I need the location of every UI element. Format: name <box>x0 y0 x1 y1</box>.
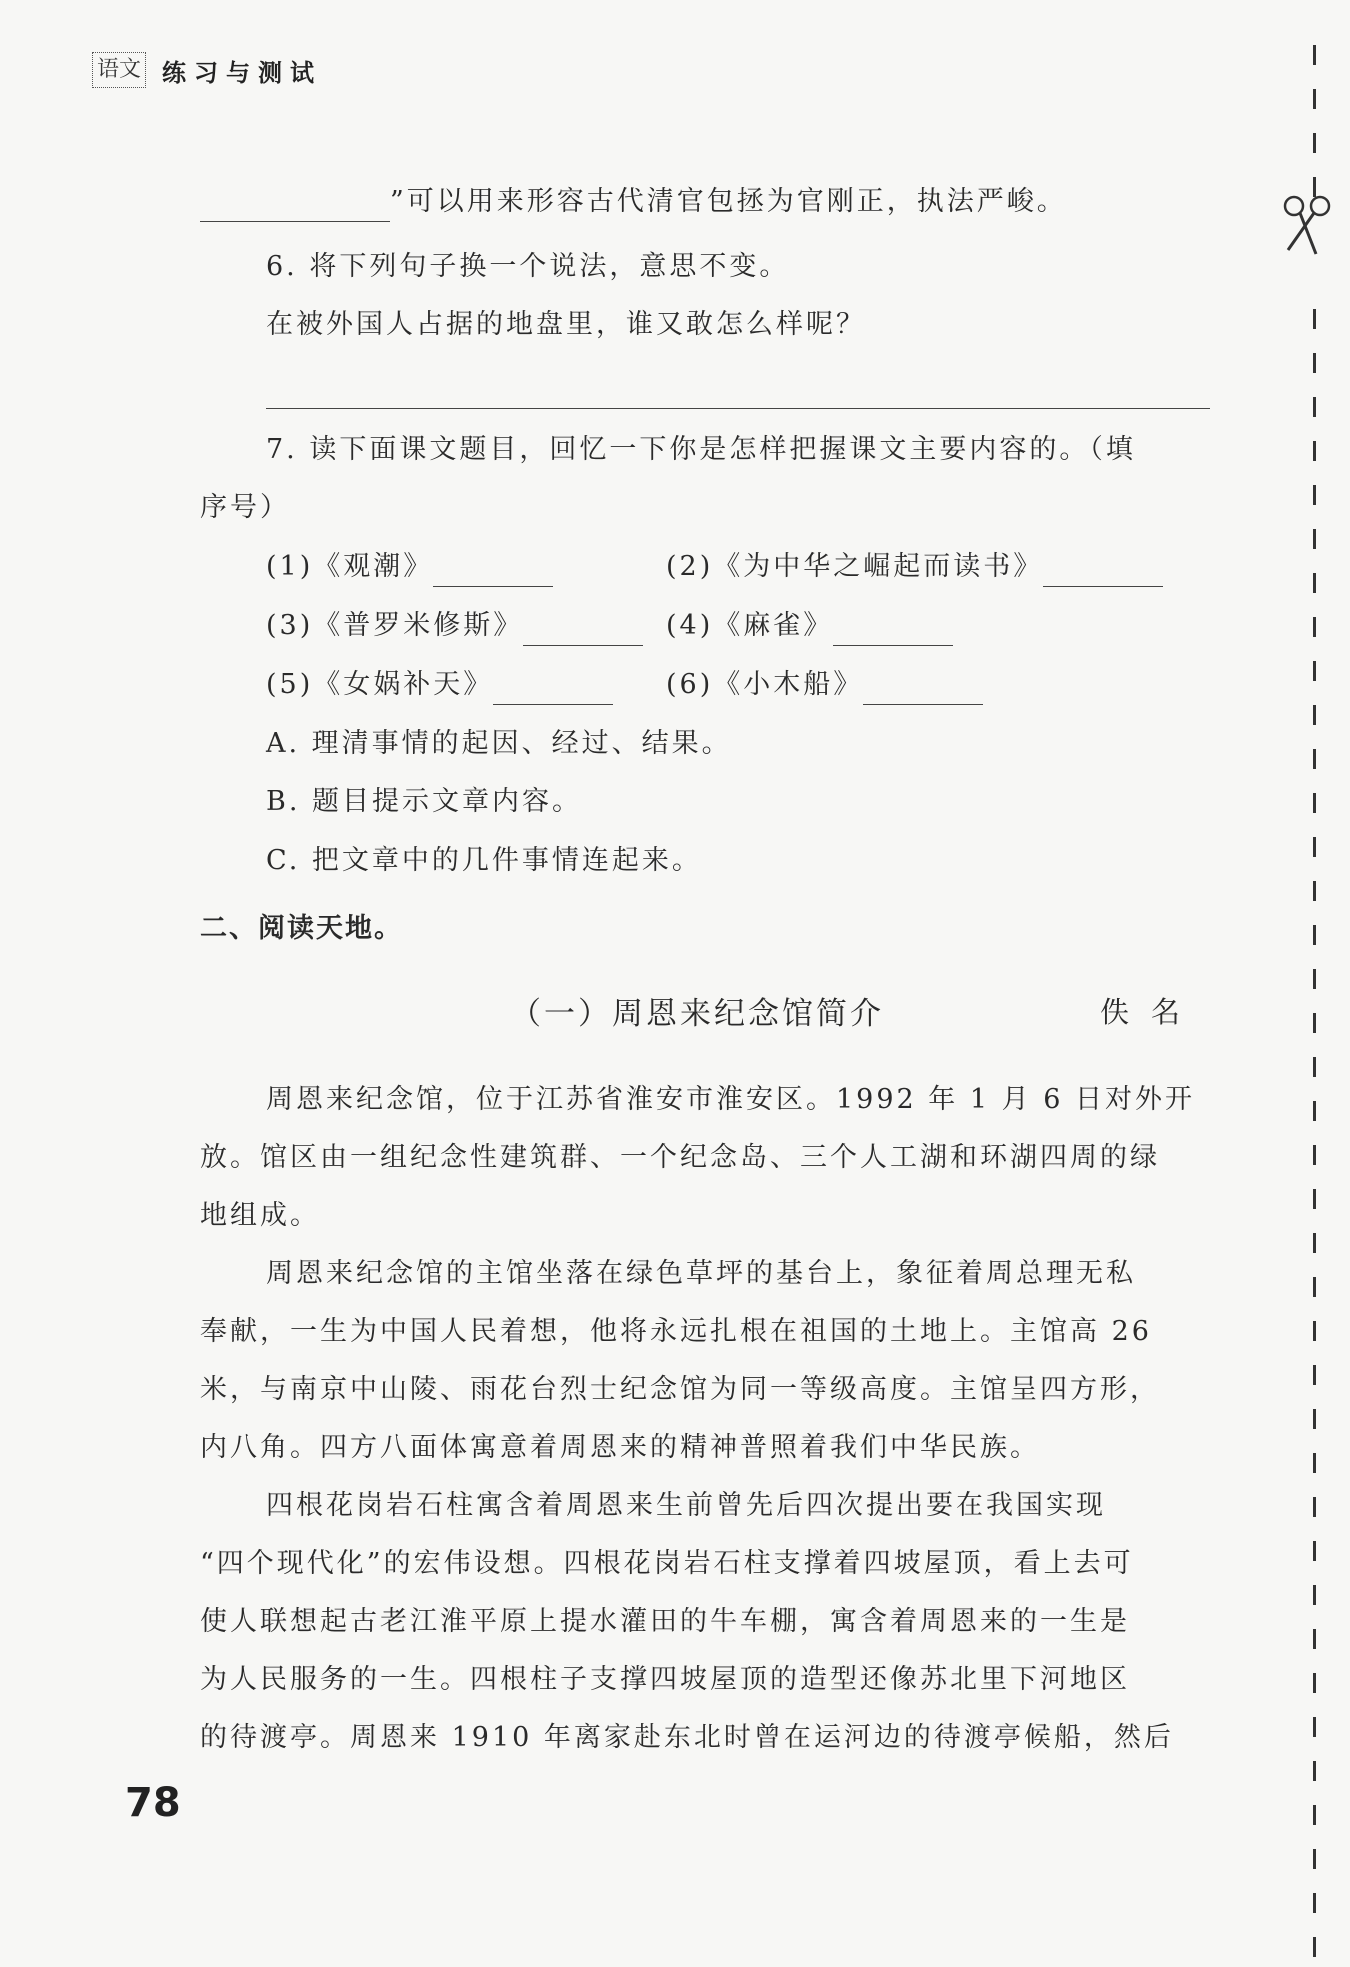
cut-line-dash <box>1313 573 1316 593</box>
passage-line: 奉献，一生为中国人民着想，他将永远扎根在祖国的土地上。主馆高 26 <box>200 1316 1152 1347</box>
cut-line-dash <box>1313 1453 1316 1473</box>
cut-line-dash <box>1313 749 1316 769</box>
scissors-icon <box>1282 192 1332 262</box>
cut-line-dash <box>1313 1805 1316 1825</box>
q6-answer-line[interactable] <box>266 408 1210 409</box>
cut-line-dash <box>1313 1057 1316 1077</box>
passage-line: 内八角。四方八面体寓意着周恩来的精神普照着我们中华民族。 <box>200 1432 1040 1463</box>
cut-line-dash <box>1313 177 1316 197</box>
cut-line-dash <box>1313 1321 1316 1341</box>
page-number: 78 <box>125 1780 181 1826</box>
cut-line-dash <box>1313 441 1316 461</box>
cut-line-dash <box>1313 1673 1316 1693</box>
cut-line-dash <box>1313 925 1316 945</box>
answer-blank[interactable] <box>493 670 613 705</box>
cut-line-dash <box>1313 1585 1316 1605</box>
cut-line-dash <box>1313 1013 1316 1033</box>
cut-line-dash <box>1313 1541 1316 1561</box>
cut-line-dash <box>1313 617 1316 637</box>
cut-line-dash <box>1313 1717 1316 1737</box>
cut-line-dash <box>1313 969 1316 989</box>
q7-option-c: C. 把文章中的几件事情连起来。 <box>266 845 702 876</box>
cut-line-dash <box>1313 1365 1316 1385</box>
cut-line-dash <box>1313 1893 1316 1913</box>
q7-item: (2)《为中华之崛起而读书》 <box>666 547 1163 587</box>
cut-line-dash <box>1313 1277 1316 1297</box>
cut-line-dash <box>1313 1145 1316 1165</box>
cut-line-dash <box>1313 1233 1316 1253</box>
cut-line-dash <box>1313 1629 1316 1649</box>
cut-line-dash <box>1313 89 1316 109</box>
cut-line-dash <box>1313 793 1316 813</box>
q7-item: (6)《小木船》 <box>666 665 983 705</box>
q6-sentence: 在被外国人占据的地盘里，谁又敢怎么样呢？ <box>266 309 866 340</box>
q7-item: (3)《普罗米修斯》 <box>266 606 643 646</box>
passage-line: 的待渡亭。周恩来 1910 年离家赴东北时曾在运河边的待渡亭候船，然后 <box>200 1722 1174 1753</box>
answer-blank[interactable] <box>1043 552 1163 587</box>
cut-line-dash <box>1313 1189 1316 1209</box>
cut-line-dash <box>1313 881 1316 901</box>
cut-line-dash <box>1313 1409 1316 1429</box>
passage-line: 为人民服务的一生。四根柱子支撑四坡屋顶的造型还像苏北里下河地区 <box>200 1664 1130 1695</box>
answer-blank[interactable] <box>833 611 953 646</box>
cut-line-dash <box>1313 1849 1316 1869</box>
passage-line: 地组成。 <box>200 1200 320 1231</box>
q7-item: (1)《观潮》 <box>266 547 553 587</box>
page-header <box>92 50 322 90</box>
cut-line-dash <box>1313 397 1316 417</box>
cut-line-dash <box>1313 353 1316 373</box>
cut-line-dash <box>1313 485 1316 505</box>
answer-blank[interactable] <box>433 552 553 587</box>
q6-prompt: 6. 将下列句子换一个说法，意思不变。 <box>266 251 790 282</box>
q7-option-a: A. 理清事情的起因、经过、结果。 <box>266 728 732 759</box>
cut-line-dash <box>1313 1497 1316 1517</box>
cut-line-dash <box>1313 661 1316 681</box>
q7-option-b: B. 题目提示文章内容。 <box>266 786 583 817</box>
q7-prompt-line1: 7. 读下面课文题目，回忆一下你是怎样把握课文主要内容的。（填 <box>266 434 1136 465</box>
passage-line: 米，与南京中山陵、雨花台烈士纪念馆为同一等级高度。主馆呈四方形， <box>200 1374 1160 1405</box>
passage-line: 使人联想起古老江淮平原上提水灌田的牛车棚，寓含着周恩来的一生是 <box>200 1606 1130 1637</box>
cut-line-dash <box>1313 1937 1316 1957</box>
q7-item: (5)《女娲补天》 <box>266 665 613 705</box>
cut-line-dash <box>1313 45 1316 65</box>
cut-line-dash <box>1313 1761 1316 1781</box>
answer-blank[interactable] <box>200 187 390 222</box>
passage-author: 佚名 <box>1100 995 1203 1029</box>
cut-line-dash <box>1313 529 1316 549</box>
cut-line-dash <box>1313 705 1316 725</box>
answer-blank[interactable] <box>863 670 983 705</box>
q5-text: ”可以用来形容古代清官包拯为官刚正，执法严峻。 <box>390 186 1067 217</box>
passage-line: 放。馆区由一组纪念性建筑群、一个纪念岛、三个人工湖和环湖四周的绿 <box>200 1142 1160 1173</box>
section-heading: 二、阅读天地。 <box>200 913 403 944</box>
passage-title: （一）周恩来纪念馆简介 <box>510 996 884 1032</box>
cut-line-dash <box>1313 309 1316 329</box>
answer-blank[interactable] <box>523 611 643 646</box>
book-title: 练习与测试 <box>162 58 323 87</box>
passage-line: 周恩来纪念馆的主馆坐落在绿色草坪的基台上，象征着周总理无私 <box>266 1258 1136 1289</box>
cut-line-dash <box>1313 133 1316 153</box>
q7-item: (4)《麻雀》 <box>666 606 953 646</box>
cut-line-dash <box>1313 1101 1316 1121</box>
cut-line-dash <box>1313 837 1316 857</box>
q5-line <box>200 182 1067 222</box>
passage-line: 周恩来纪念馆，位于江苏省淮安市淮安区。1992 年 1 月 6 日对外开 <box>266 1084 1195 1115</box>
passage-line: 四根花岗岩石柱寓含着周恩来生前曾先后四次提出要在我国实现 <box>266 1490 1106 1521</box>
subject-label: 语文 <box>92 52 146 88</box>
passage-line: “四个现代化”的宏伟设想。四根花岗岩石柱支撑着四坡屋顶，看上去可 <box>200 1548 1134 1579</box>
q7-prompt-line2: 序号） <box>200 492 290 523</box>
